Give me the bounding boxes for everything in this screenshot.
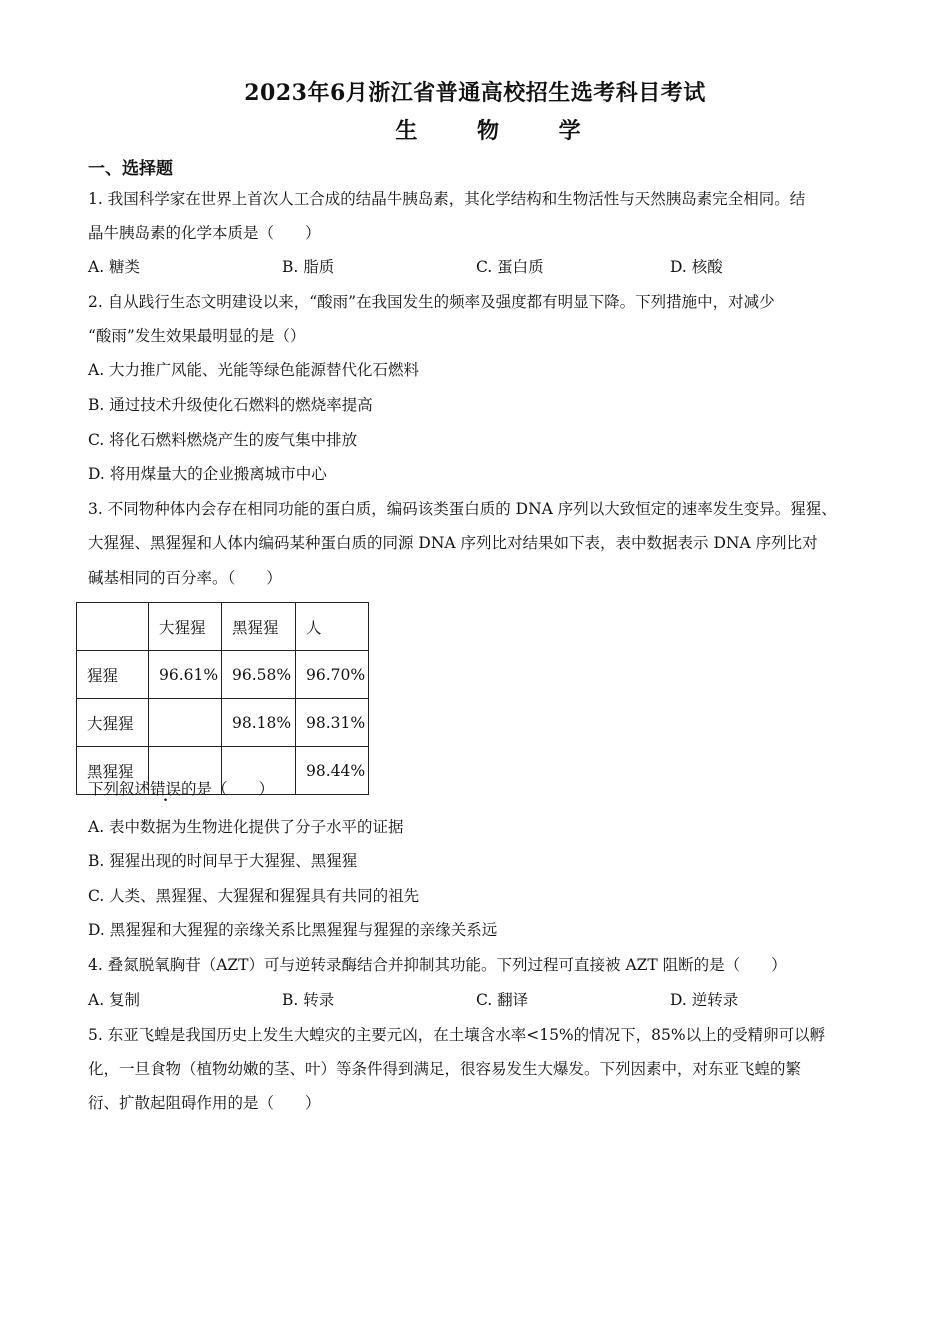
q3-option-c: C. 人类、黑猩猩、大猩猩和猩猩具有共同的祖先 [88, 887, 420, 905]
q1-stem-line2: 晶牛胰岛素的化学本质是（ ） [88, 224, 321, 242]
table-cell: 96.70% [296, 651, 369, 699]
q1-option-d: D. 核酸 [670, 258, 723, 276]
q3-stem-line3: 碱基相同的百分率。（ ） [88, 569, 282, 587]
table-row [77, 699, 369, 747]
table-header-cell: 黑猩猩 [222, 603, 296, 651]
table-cell: 98.44% [296, 747, 369, 795]
table-row [77, 651, 369, 699]
q3-prompt-emphasis: 错误 [150, 780, 182, 798]
q4-option-b: B. 转录 [282, 991, 335, 1009]
row-label: 猩猩 [77, 651, 149, 699]
table-header-cell: 人 [296, 603, 369, 651]
table-cell: 98.31% [296, 699, 369, 747]
q3-option-a: A. 表中数据为生物进化提供了分子水平的证据 [88, 818, 404, 836]
q3-stem-line2: 大猩猩、黑猩猩和人体内编码某种蛋白质的同源 DNA 序列比对结果如下表，表中数据表示 DNA 序列比对 [88, 534, 818, 552]
q2-option-d: D. 将用煤量大的企业搬离城市中心 [88, 465, 327, 483]
dna-comparison-table [76, 602, 369, 795]
q3-stem-line1: 3. 不同物种体内会存在相同功能的蛋白质，编码该类蛋白质的 DNA 序列以大致恒定的速率发生变异。猩猩、 [88, 500, 837, 518]
q3-prompt-prefix: 下列叙述 [88, 780, 151, 798]
subject-title: 生 物 学 [395, 118, 607, 144]
q3-prompt-suffix: 的是（ ） [181, 780, 275, 798]
row-label: 大猩猩 [77, 699, 149, 747]
q5-stem-line2: 化，一旦食物（植物幼嫩的茎、叶）等条件得到满足，很容易发生大爆发。下列因素中，对东亚飞蝗的繁 [88, 1060, 802, 1078]
q5-stem-line3: 衍、扩散起阻碍作用的是（ ） [88, 1094, 321, 1112]
exam-title: 2023年6月浙江省普通高校招生选考科目考试 [244, 80, 706, 106]
q4-option-a: A. 复制 [88, 991, 141, 1009]
table-header-cell: 大猩猩 [149, 603, 222, 651]
q2-option-c: C. 将化石燃料燃烧产生的废气集中排放 [88, 431, 358, 449]
q1-option-c: C. 蛋白质 [476, 258, 544, 276]
section-heading: 一、选择题 [88, 159, 173, 179]
q4-option-c: C. 翻译 [476, 991, 529, 1009]
table-cell [77, 603, 149, 651]
table-header-row [77, 603, 369, 651]
q4-option-d: D. 逆转录 [670, 991, 739, 1009]
q1-stem-line1: 1. 我国科学家在世界上首次人工合成的结晶牛胰岛素，其化学结构和生物活性与天然胰岛素完全相同。结 [88, 190, 806, 208]
table-cell: 98.18% [222, 699, 296, 747]
q3-option-b: B. 猩猩出现的时间早于大猩猩、黑猩猩 [88, 852, 358, 870]
table-cell [149, 699, 222, 747]
q3-option-d: D. 黑猩猩和大猩猩的亲缘关系比黑猩猩与猩猩的亲缘关系远 [88, 921, 498, 939]
table-cell: 96.61% [149, 651, 222, 699]
q5-stem-line1: 5. 东亚飞蝗是我国历史上发生大蝗灾的主要元凶，在土壤含水率<15%的情况下，85%以上的受精卵可以孵 [88, 1026, 826, 1044]
q2-stem-line1: 2. 自从践行生态文明建设以来，“酸雨”在我国发生的频率及强度都有明显下降。下列措施中，对减少 [88, 293, 775, 311]
q3-prompt [88, 778, 274, 800]
q1-option-a: A. 糖类 [88, 258, 141, 276]
table-cell: 96.58% [222, 651, 296, 699]
q4-stem-line1: 4. 叠氮脱氧胸苷（AZT）可与逆转录酶结合并抑制其功能。下列过程可直接被 AZT 阻断的是（ ） [88, 956, 787, 974]
q1-option-b: B. 脂质 [282, 258, 335, 276]
q2-option-a: A. 大力推广风能、光能等绿色能源替代化石燃料 [88, 361, 420, 379]
q2-stem-line2: “酸雨”发生效果最明显的是（） [88, 327, 306, 345]
row-label: 黑猩猩 [77, 747, 149, 795]
q2-option-b: B. 通过技术升级使化石燃料的燃烧率提高 [88, 396, 373, 414]
